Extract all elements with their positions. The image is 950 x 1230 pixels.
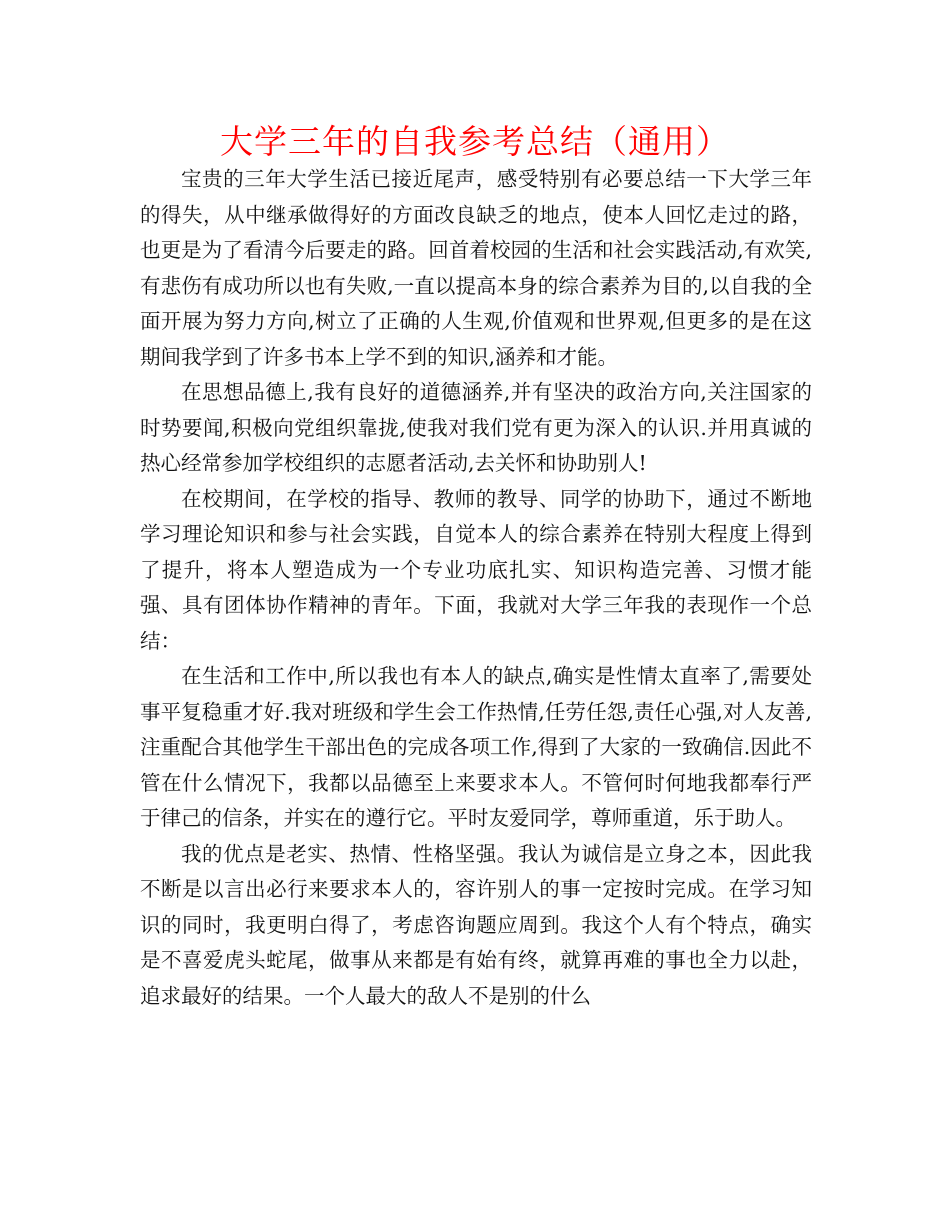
paragraph-3: 在校期间，在学校的指导、教师的教导、同学的协助下，通过不断地学习理论知识和参与社会实践，自觉本人的综合素养在特别大程度上得到了提升，将本人塑造成为一个专业功底扎实、知识构造完善、习惯才能强、具有团体协作精神的青年。下面，我就对大学三年我的表现作一个总结： xyxy=(140,486,812,653)
paragraph-4: 在生活和工作中,所以我也有本人的缺点,确实是性情太直率了,需要处事平复稳重才好.我对班级和学生会工作热情,任劳任怨,责任心强,对人友善,注重配合其他学生干部出色的完成各项工作,得到了大家的一致确信.因此不管在什么情况下，我都以品德至上来要求本人。不管何时何地我都奉行严于律己的信条，并实在的遵行它。平时友爱同学，尊师重道，乐于助人。 xyxy=(140,664,812,830)
paragraph-5: 我的优点是老实、热情、性格坚强。我认为诚信是立身之本，因此我不断是以言出必行来要求本人的，容许别人的事一定按时完成。在学习知识的同时，我更明白得了，考虑咨询题应周到。我这个人有个特点，确实是不喜爱虎头蛇尾，做事从来都是有始有终，就算再难的事也全力以赴，追求最好的结果。一个人最大的敌人不是别的什么 xyxy=(140,841,812,1008)
paragraph-2: 在思想品德上,我有良好的道德涵养,并有坚决的政治方向,关注国家的时势要闻,积极向党组织靠拢,使我对我们党有更为深入的认识.并用真诚的热心经常参加学校组织的志愿者活动,去关怀和协助别人! xyxy=(140,380,812,475)
paragraph-1: 宝贵的三年大学生活已接近尾声，感受特别有必要总结一下大学三年的得失，从中继承做得好的方面改良缺乏的地点，使本人回忆走过的路，也更是为了看清今后要走的路。回首着校园的生活和社会实践活动,有欢笑,有悲伤有成功所以也有失败,一直以提高本身的综合素养为目的,以自我的全面开展为努力方向,树立了正确的人生观,价值观和世界观,但更多的是在这期间我学到了许多书本上学不到的知识,涵养和才能。 xyxy=(140,167,812,369)
document-title: 大学三年的自我参考总结（通用） xyxy=(220,122,730,161)
document-body xyxy=(140,162,812,1014)
